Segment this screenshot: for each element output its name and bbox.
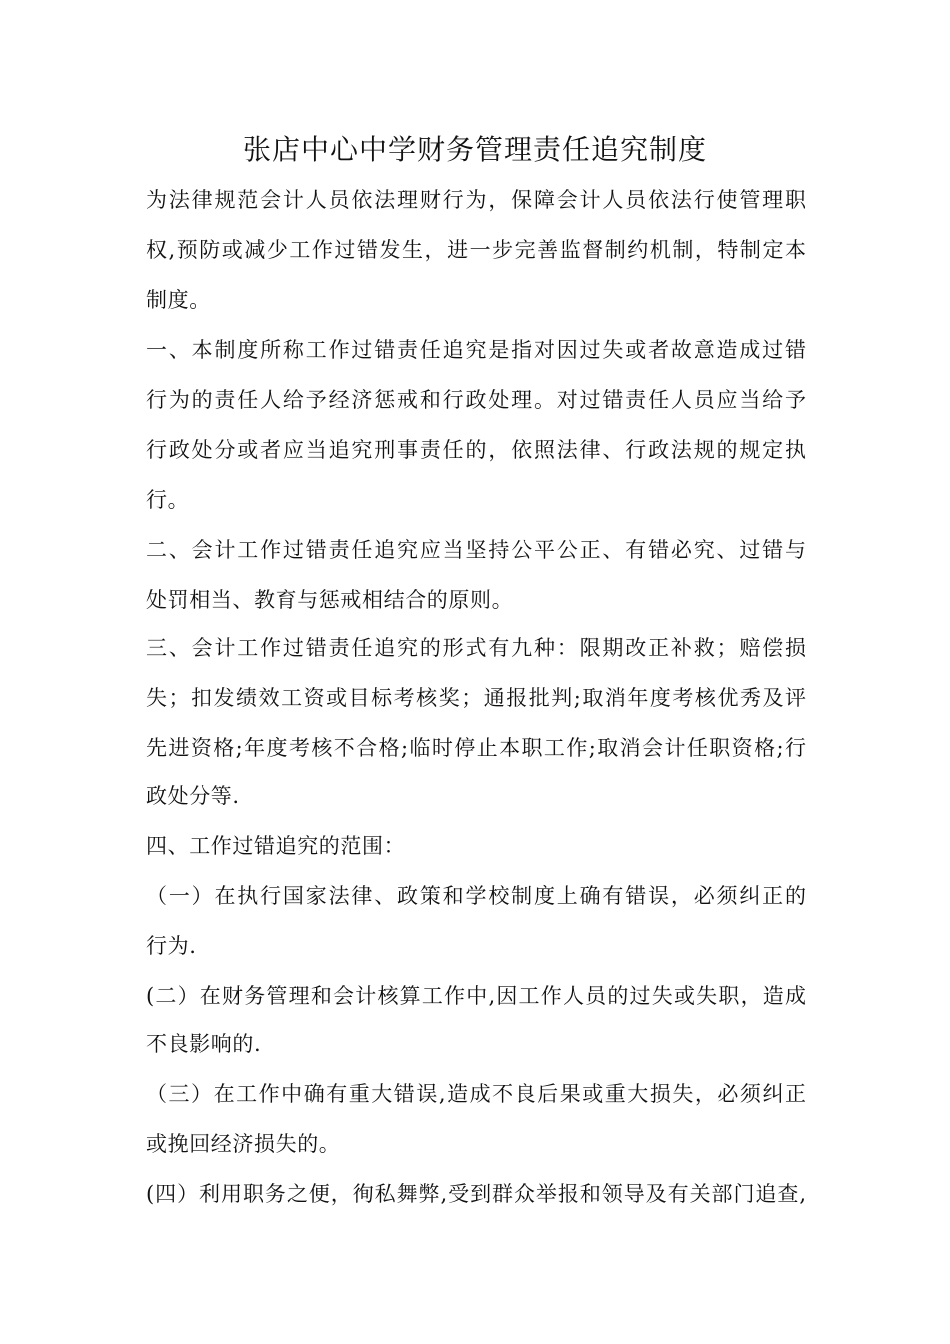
paragraph-line: 四、工作过错追究的范围： (146, 834, 406, 858)
paragraph-line: 失；扣发绩效工资或目标考核奖；通报批判;取消年度考核优秀及评 (146, 686, 806, 710)
paragraph-line: (二）在财务管理和会计核算工作中,因工作人员的过失或失职，造成 (146, 984, 806, 1008)
paragraph-line: 权,预防或减少工作过错发生，进一步完善监督制约机制，特制定本 (146, 238, 806, 262)
paragraph-line: 为法律规范会计人员依法理财行为，保障会计人员依法行使管理职 (146, 188, 806, 212)
paragraph-line: 不良影响的. (146, 1032, 262, 1056)
paragraph-line: 二、会计工作过错责任追究应当坚持公平公正、有错必究、过错与 (146, 538, 806, 562)
paragraph-line: 一、本制度所称工作过错责任追究是指对因过失或者故意造成过错 (146, 338, 806, 362)
paragraph-line: 或挽回经济损失的。 (146, 1132, 341, 1156)
paragraph-line: 制度。 (146, 288, 211, 312)
paragraph-line: 行为的责任人给予经济惩戒和行政处理。对过错责任人员应当给予 (146, 388, 806, 412)
document-title: 张店中心中学财务管理责任追究制度 (242, 133, 707, 166)
paragraph-line: 先进资格;年度考核不合格;临时停止本职工作;取消会计任职资格;行 (146, 736, 806, 760)
paragraph-line: 政处分等. (146, 784, 240, 808)
paragraph-line: （三）在工作中确有重大错误,造成不良后果或重大损失，必须纠正 (146, 1082, 806, 1106)
paragraph-line: 行政处分或者应当追究刑事责任的，依照法律、行政法规的规定执 (146, 438, 806, 462)
paragraph-line: (四）利用职务之便，徇私舞弊,受到群众举报和领导及有关部门追查, (146, 1182, 806, 1206)
paragraph-line: （一）在执行国家法律、政策和学校制度上确有错误，必须纠正的 (146, 884, 806, 908)
paragraph-line: 行。 (146, 488, 190, 512)
paragraph-line: 三、会计工作过错责任追究的形式有九种：限期改正补救；赔偿损 (146, 636, 806, 660)
paragraph-line: 处罚相当、教育与惩戒相结合的原则。 (146, 588, 514, 612)
paragraph-line: 行为. (146, 934, 197, 958)
